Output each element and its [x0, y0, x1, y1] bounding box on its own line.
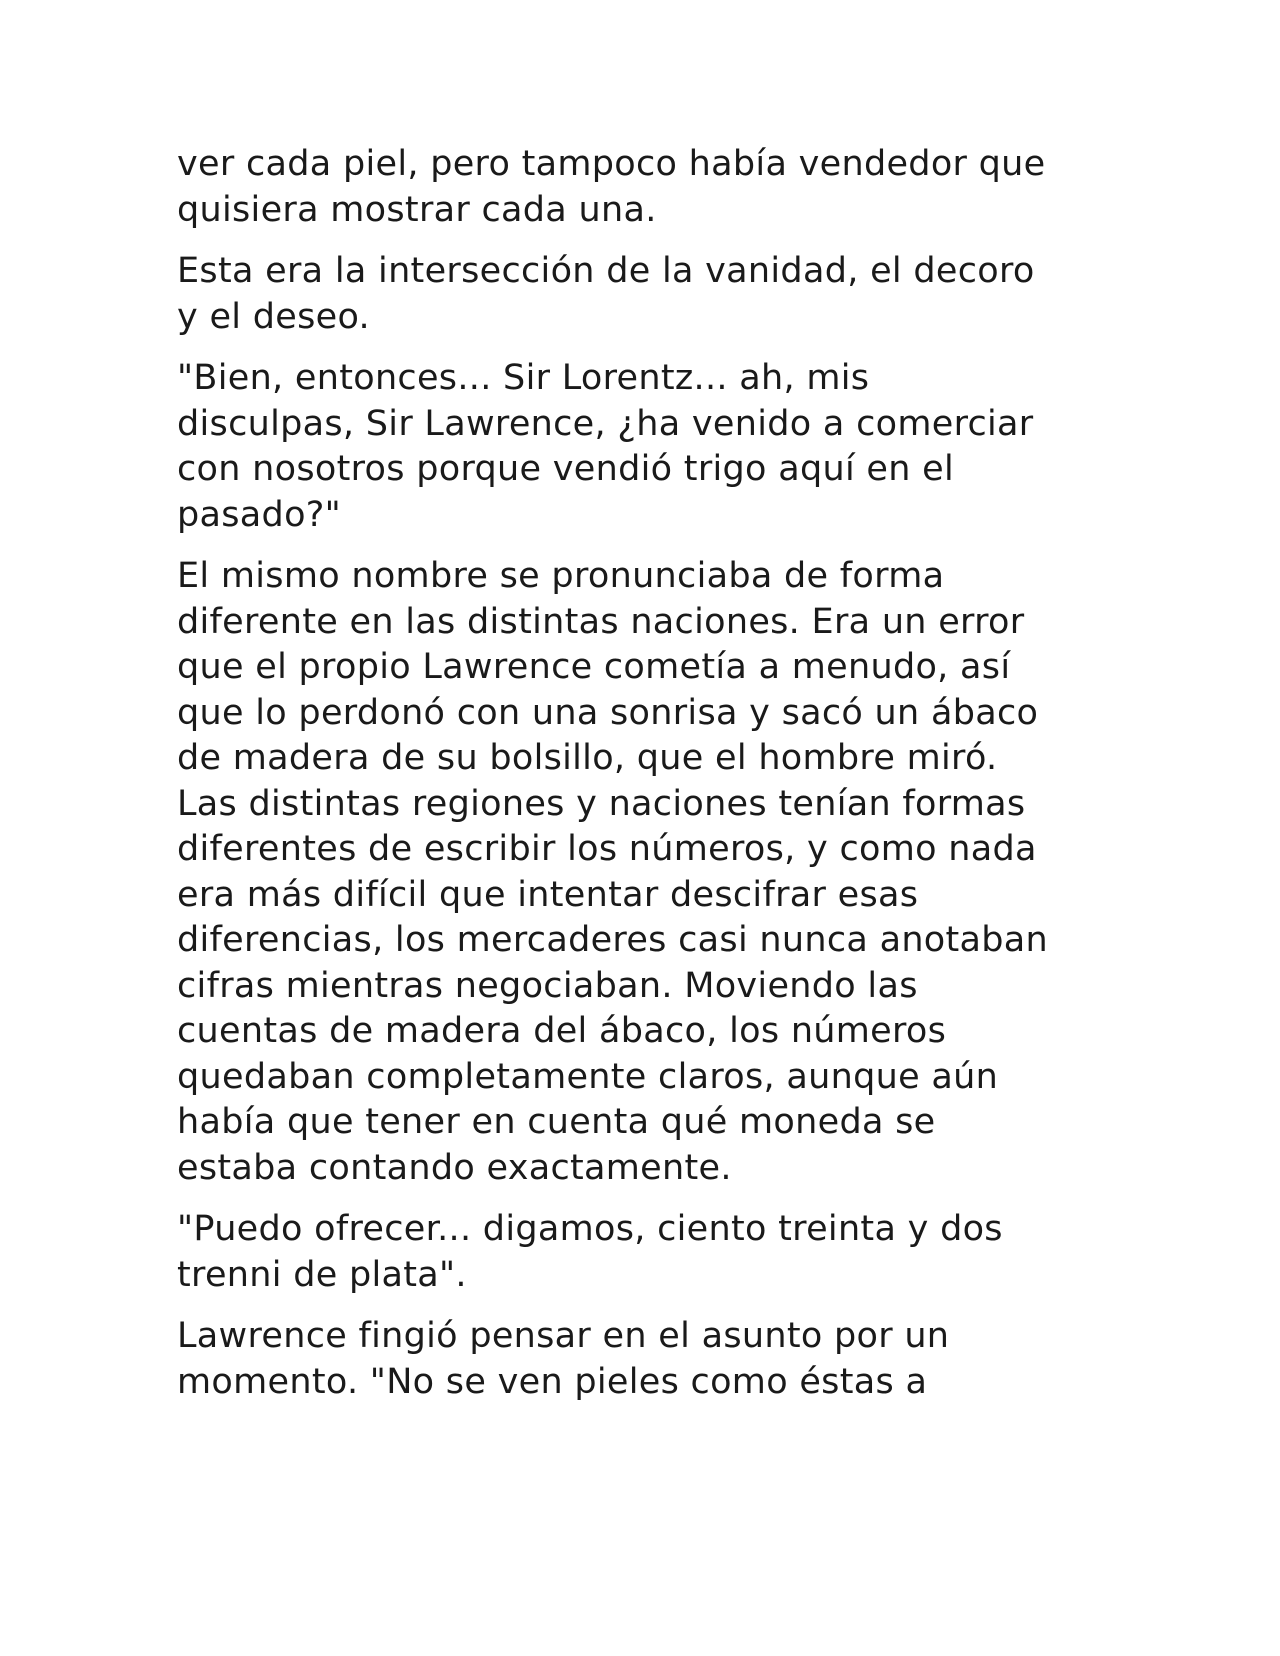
text-line: que lo perdonó con una sonrisa y sacó un ábaco — [177, 692, 1039, 733]
text-line: diferentes de escribir los números, y como nada — [177, 829, 1037, 869]
text-line: cifras mientras negociaban. Moviendo las — [177, 965, 918, 1006]
text-line: El mismo nombre se pronunciaba de forma — [177, 556, 945, 596]
paragraph — [177, 142, 1117, 233]
text-line: había que tener en cuenta qué moneda se — [177, 1102, 936, 1142]
text-line: Esta era la intersección de la vanidad, el decoro — [177, 251, 1035, 291]
text-line: con nosotros porque vendió trigo aquí en el — [177, 449, 954, 489]
page-text — [177, 142, 1117, 1421]
paragraph — [177, 1207, 1117, 1298]
text-line: de madera de su bolsillo, que el hombre miró. — [177, 738, 998, 778]
text-line: "Puedo ofrecer... digamos, ciento treinta y dos — [177, 1209, 1003, 1249]
text-line: que el propio Lawrence cometía a menudo, así — [177, 647, 1011, 687]
text-line: quedaban completamente claros, aunque aún — [177, 1056, 999, 1097]
text-line: cuentas de madera del ábaco, los números — [177, 1011, 947, 1051]
text-line: diferente en las distintas naciones. Era un error — [177, 601, 1025, 642]
text-line: pasado?" — [177, 494, 342, 535]
text-line: quisiera mostrar cada una. — [177, 189, 657, 230]
text-line: ver cada piel, pero tampoco había vendedor que — [177, 144, 1046, 184]
text-line: era más difícil que intentar descifrar esas — [177, 874, 919, 915]
text-line: y el deseo. — [177, 296, 370, 337]
text-line: estaba contando exactamente. — [177, 1147, 732, 1188]
text-line: "Bien, entonces... Sir Lorentz... ah, mis — [177, 358, 870, 398]
paragraph — [177, 1314, 1117, 1405]
text-line: disculpas, Sir Lawrence, ¿ha venido a comerciar — [177, 403, 1034, 444]
text-line: trenni de plata". — [177, 1254, 467, 1295]
text-line: Las distintas regiones y naciones tenían formas — [177, 783, 1026, 824]
paragraph — [177, 356, 1117, 538]
text-line: momento. "No se ven pieles como éstas a — [177, 1361, 928, 1402]
paragraph — [177, 554, 1117, 1191]
text-line: diferencias, los mercaderes casi nunca anotaban — [177, 920, 1049, 960]
paragraph — [177, 249, 1117, 340]
text-line: Lawrence fingió pensar en el asunto por un — [177, 1316, 950, 1356]
